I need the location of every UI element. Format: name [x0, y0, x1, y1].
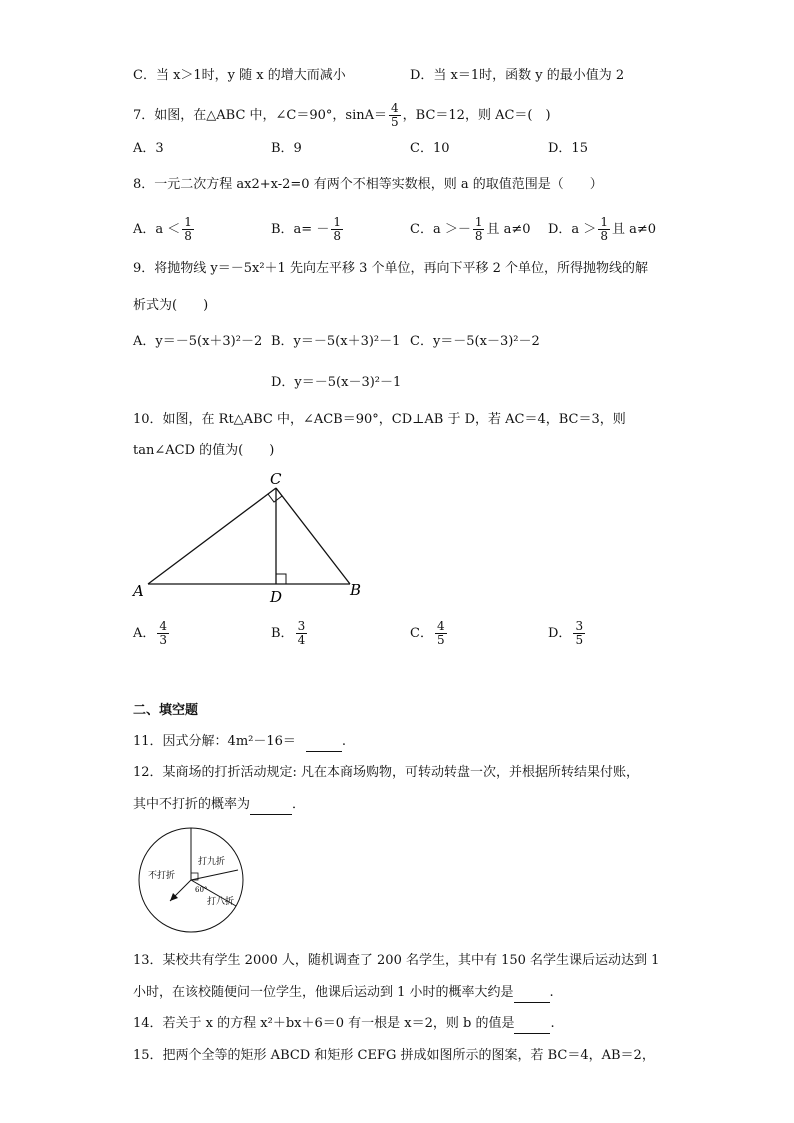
q10-stem-line2: tan∠ACD 的值为( ) — [133, 443, 275, 458]
section-heading-fill-blank: 二、填空题 — [133, 703, 199, 718]
q12-stem-line1: 12．某商场的打折活动规定: 凡在本商场购物，可转动转盘一次，并根据所转结果付账， — [133, 765, 640, 780]
q14-answer-blank[interactable] — [514, 1015, 550, 1034]
q6-option-c: C．当 x＞1时，y 随 x 的增大而减小 — [133, 68, 346, 83]
label-d: D — [270, 588, 283, 606]
side-bc — [276, 488, 350, 584]
q10-stem-line1: 10．如图，在 Rt△ABC 中，∠ACB＝90°，CD⊥AB 于 D，若 AC＝4，BC＝3，则 — [133, 412, 626, 427]
q7-option-d: D．15 — [548, 141, 588, 156]
q10-option-c: C． $\frac{4}{5}$ — [410, 619, 445, 647]
q9-option-c: C．y＝－5(x－3)²－2 — [410, 334, 540, 349]
q7-option-b: B．9 — [271, 141, 302, 156]
q7-option-c: C．10 — [410, 141, 450, 156]
q9-option-d: D．y＝－5(x－3)²－1 — [271, 375, 402, 390]
q10-option-b: B． $\frac{3}{4}$ — [271, 619, 306, 647]
q11-stem: 11．因式分解：4m²－16＝ . — [133, 733, 346, 752]
q7-stem — [133, 102, 551, 129]
q13-answer-blank[interactable] — [514, 984, 550, 1003]
q7-option-a: A．3 — [133, 141, 164, 156]
q10-option-d: D． $\frac{3}{5}$ — [548, 619, 584, 647]
q7-fraction: $\frac{4}{5}$ — [391, 101, 399, 129]
q8-option-b: B．a= － $\frac{1}{8}$ — [271, 215, 341, 243]
side-ac — [148, 488, 276, 584]
q13-stem-line2: 小时，在该校随便问一位学生，他课后运动到 1 小时的概率大约是 . — [133, 984, 554, 1003]
q10-option-a: A． $\frac{4}{3}$ — [133, 619, 168, 647]
angle-label: 60° — [195, 886, 208, 894]
q15-stem: 15．把两个全等的矩形 ABCD 和矩形 CEFG 拼成如图所示的图案，若 BC＝4，AB＝2， — [133, 1048, 655, 1063]
sector-label-80: 打八折 — [207, 897, 235, 907]
q12-stem-line2: 其中不打折的概率为 ． — [133, 796, 305, 815]
q7-stem-a: 7．如图，在△ABC 中，∠C＝90°，sinA＝ — [133, 108, 388, 123]
q9-stem-line1: 9．将抛物线 y＝－5x²＋1 先向左平移 3 个单位，再向下平移 2 个单位，所得抛物线的解 — [133, 261, 649, 276]
q13-stem-line1: 13．某校共有学生 2000 人，随机调查了 200 名学生，其中有 150 名学生课后运动达到 1 — [133, 953, 660, 968]
label-c: C — [270, 470, 282, 488]
right-angle-mark-c — [268, 488, 282, 502]
label-a: A — [133, 582, 144, 600]
q9-option-a: A．y＝－5(x＋3)²－2 — [133, 334, 263, 349]
q14-stem: 14．若关于 x 的方程 x²＋bx＋6＝0 有一根是 x＝2，则 b 的值是 . — [133, 1015, 555, 1034]
q8-option-a: A．a ＜ $\frac{1}{8}$ — [133, 215, 192, 243]
q9-stem-line2: 析式为( ) — [133, 298, 209, 313]
q10-triangle-figure — [128, 468, 368, 608]
q8-option-d: D．a ＞ $\frac{1}{8}$ 且 a≠0 — [548, 215, 656, 243]
q8-option-c: C．a ＞－ $\frac{1}{8}$ 且 a≠0 — [410, 215, 531, 243]
q6-option-d: D．当 x＝1时，函数 y 的最小值为 2 — [410, 68, 625, 83]
q12-answer-blank[interactable] — [250, 796, 292, 815]
q8-stem: 8．一元二次方程 ax2+x-2=0 有两个不相等实数根，则 a 的取值范围是（ ） — [133, 177, 603, 192]
q12-spinner-wheel — [132, 826, 252, 934]
sector-label-90: 打九折 — [198, 857, 226, 867]
q7-stem-b: ，BC＝12，则 AC＝( ) — [402, 108, 551, 123]
label-b: B — [350, 581, 362, 599]
q11-answer-blank[interactable] — [306, 733, 342, 752]
right-angle-mark-d — [276, 574, 286, 584]
q9-option-b: B．y＝－5(x＋3)²－1 — [271, 334, 401, 349]
sector-label-no-discount: 不打折 — [148, 871, 176, 881]
